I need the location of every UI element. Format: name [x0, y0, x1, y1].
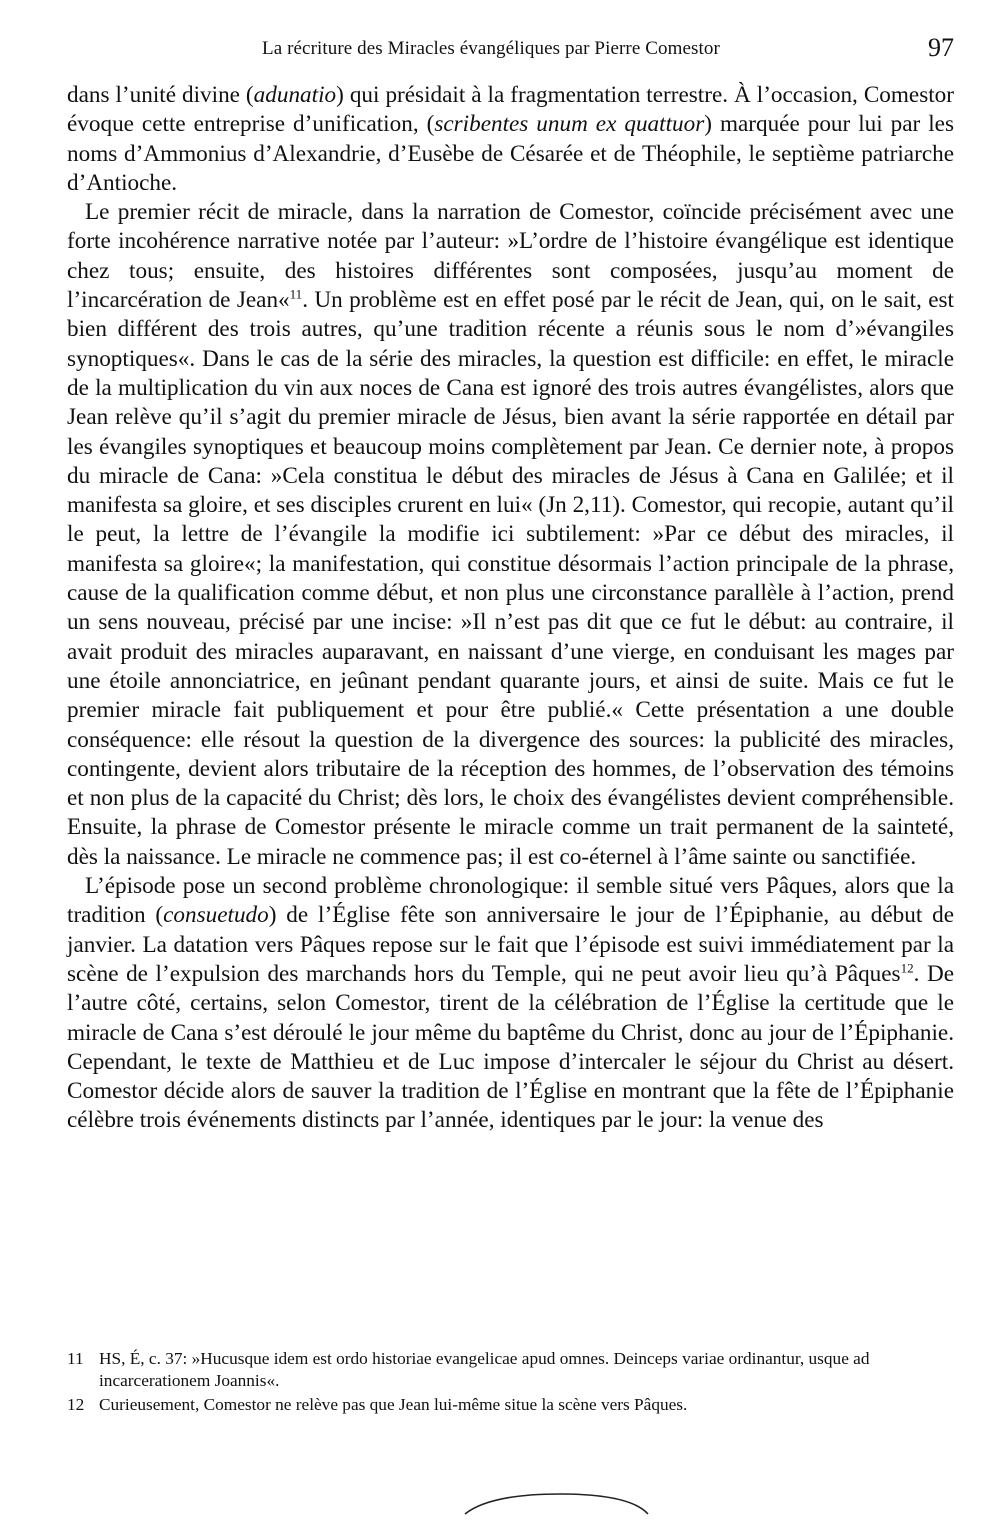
paragraph	[67, 81, 954, 198]
footnote-number: 12	[67, 1395, 85, 1414]
text-run: L’épisode pose un second problème chronologique: il semble situé vers Pâques, alors que la tradition (	[67, 873, 954, 929]
text-run: dans l’unité divine (	[67, 82, 254, 108]
footnote-ref[interactable]: 11	[289, 286, 303, 302]
text-run: ) marquée pour lui par les noms d’Ammonius d’Alexandrie, d’Eusèbe de Césarée et de Théophile, le septième patriarche d’Antioche.	[67, 111, 955, 196]
page	[67, 30, 954, 1136]
footnote	[67, 1348, 954, 1392]
running-head	[67, 30, 954, 70]
text-run: . Un problème est en effet posé par le récit de Jean, qui, on le sait, est bien différent des trois autres, qu’une tradition récente a réunis sous le nom d’»évangiles synoptiques«. Dans le cas de la série des miracles, la question est difficile: en effet, le miracle de la multiplication du vin aux noces de Cana est ignoré des trois autres évangélistes, alors que Jean relève qu’il s’agit du premier miracle de Jésus, bien avant la série rapportée en détail par les évangiles synoptiques et beaucoup moins complètement par Jean. Ce dernier note, à propos du miracle de Cana: »Cela constitua le début des miracles de Jésus à Cana en Galilée; et il manifesta sa gloire, et ses disciples crurent en lui« (Jn 2,11). Comestor, qui recopie, autant qu’il le peut, la lettre de l’évangile la modifie ici subtilement: »Par ce début des miracles, il manifesta sa gloire«; la manifestation, qui constitue désormais l’action principale de la phrase, cause de la qualification comme début, et non plus une circonstance parallèle à l’action, prend un sens nouveau, précisé par une incise: »Il n’est pas dit que ce fut le début: au contraire, il avait produit des miracles auparavant, en naissant d’une vierge, en conduisant les mages par une étoile annonciatrice, en jeûnant pendant quarante jours, et ainsi de suite. Mais ce fut le premier miracle fait publiquement et pour être publié.« Cette présentation a une double conséquence: elle résout la question de la divergence des sources: la publicité des miracles, contingente, devient alors tributaire de la réception des hommes, de l’observation des témoins et non plus de la capacité du Christ; dès lors, le choix des évangélistes devient compréhensible. Ensuite, la phrase de Comestor présente le miracle comme un trait permanent de la sainteté, dès la naissance. Le miracle ne commence pas; il est co-éternel à l’âme sainte ou sanctifiée.	[67, 287, 954, 870]
text-run: ) qui présidait à la fragmentation terrestre. À l’occasion, Comestor évoque cette entreprise d’unification, (	[67, 82, 954, 138]
footnote-text: HS, É, c. 37: »Hucusque idem est ordo historiae evangelicae apud omnes. Deinceps variae ordinantur, usque ad incarcerationem Joannis«.	[99, 1349, 870, 1390]
paragraph	[67, 872, 954, 1136]
page-number: 97	[928, 33, 954, 62]
page-bottom-arc	[460, 1486, 660, 1523]
footnotes	[67, 1348, 954, 1418]
italic-term: consuetudo	[163, 902, 269, 929]
paragraph	[67, 198, 954, 872]
italic-term: adunatio	[253, 82, 337, 108]
footnote-number: 11	[67, 1349, 84, 1368]
footnote-ref[interactable]: 12	[900, 960, 914, 976]
text-run: ) de l’Église fête son anniversaire le jour de l’Épiphanie, au début de janvier. La datation vers Pâques repose sur le fait que l’épisode est suivi immédiatement par la scène de l’expulsion des marchands hors du Temple, qui ne peut avoir lieu qu’à Pâques	[67, 902, 954, 987]
running-title: La récriture des Miracles évangéliques par Pierre Comestor	[262, 38, 720, 59]
footnote-text: Curieusement, Comestor ne relève pas que Jean lui-même situe la scène vers Pâques.	[99, 1395, 688, 1414]
body-text	[67, 81, 954, 1136]
italic-term: scribentes unum ex quattuor	[434, 111, 705, 138]
text-run: Le premier récit de miracle, dans la narration de Comestor, coïncide précisément avec une forte incohérence narrative notée par l’auteur: »L’ordre de l’histoire évangélique est identique chez tous; ensuite, des histoires différentes sont composées, jusqu’au moment de l’incarcération de Jean«	[67, 199, 954, 314]
footnote	[67, 1394, 954, 1416]
text-run: . De l’autre côté, certains, selon Comestor, tirent de la célébration de l’Église la certitude que le miracle de Cana s’est déroulé le jour même du baptême du Christ, donc au jour de l’Épiphanie. Cependant, le texte de Matthieu et de Luc impose d’intercaler le séjour du Christ au désert. Comestor décide alors de sauver la tradition de l’Église en montrant que la fête de l’Épiphanie célèbre trois événements distincts par l’année, identiques par le jour: la venue des	[67, 960, 954, 1134]
